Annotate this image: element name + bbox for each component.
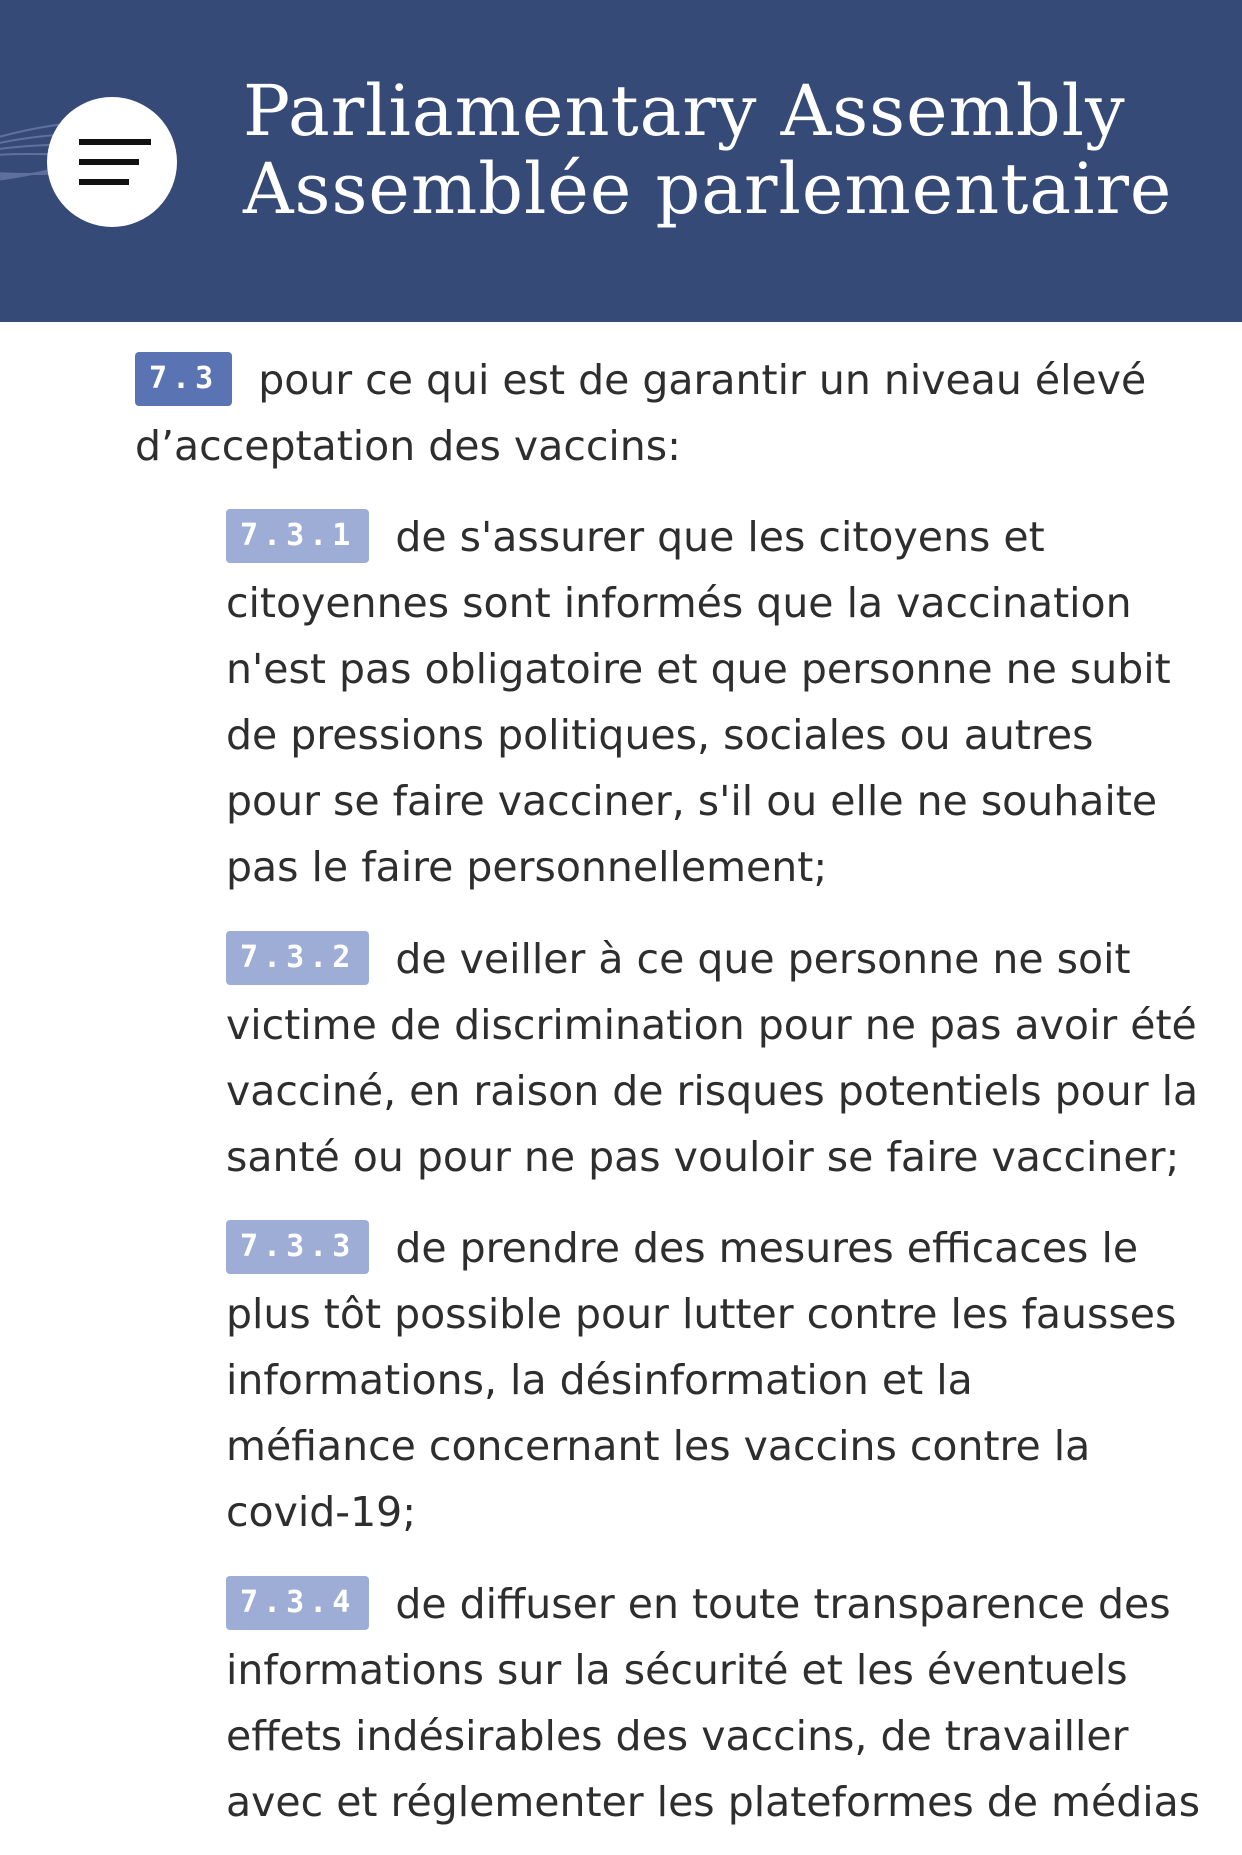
paragraph-text: pour ce qui est de garantir un niveau élevé bbox=[258, 356, 1147, 404]
paragraph-line: plus tôt possible pour lutter contre les fausses bbox=[226, 1290, 1177, 1338]
menu-button[interactable] bbox=[47, 97, 177, 227]
paragraph-line bbox=[226, 926, 1198, 992]
paragraph-7-3-3 bbox=[226, 1215, 1176, 1545]
paragraph-line: informations sur la sécurité et les éventuels bbox=[226, 1646, 1128, 1694]
paragraph-line: effets indésirables des vaccins, de travailler bbox=[226, 1712, 1129, 1760]
site-header bbox=[0, 0, 1242, 322]
paragraph-text: de diffuser en toute transparence des bbox=[395, 1580, 1171, 1628]
paragraph-line: victime de discrimination pour ne pas avoir été bbox=[226, 1001, 1197, 1049]
paragraph-line: méfiance concernant les vaccins contre la bbox=[226, 1422, 1091, 1470]
paragraph-number-tag[interactable]: 7.3.1 bbox=[226, 509, 369, 563]
paragraph-number-tag[interactable]: 7.3.3 bbox=[226, 1220, 369, 1274]
paragraph-number-tag[interactable]: 7.3.4 bbox=[226, 1576, 369, 1630]
site-title bbox=[243, 72, 1172, 228]
paragraph-line: de pressions politiques, sociales ou autres bbox=[226, 711, 1094, 759]
paragraph-line: pour se faire vacciner, s'il ou elle ne souhaite bbox=[226, 777, 1158, 825]
paragraph-line: citoyennes sont informés que la vaccination bbox=[226, 579, 1132, 627]
paragraph-line: n'est pas obligatoire et que personne ne subit bbox=[226, 645, 1171, 693]
paragraph-text: de prendre des mesures efficaces le bbox=[395, 1224, 1139, 1272]
paragraph-7-3-4 bbox=[226, 1571, 1200, 1835]
paragraph-number-tag[interactable]: 7.3.2 bbox=[226, 931, 369, 985]
paragraph-line: santé ou pour ne pas vouloir se faire vacciner; bbox=[226, 1133, 1180, 1181]
paragraph-line: vacciné, en raison de risques potentiels pour la bbox=[226, 1067, 1199, 1115]
paragraph-line: avec et réglementer les plateformes de médias bbox=[226, 1778, 1201, 1826]
paragraph-text: de s'assurer que les citoyens et bbox=[395, 513, 1045, 561]
paragraph-number-tag[interactable]: 7.3 bbox=[135, 352, 232, 406]
paragraph-7-3 bbox=[135, 347, 1146, 479]
paragraph-line: pas le faire personnellement; bbox=[226, 843, 828, 891]
site-title-english: Parliamentary Assembly bbox=[243, 70, 1126, 152]
hamburger-menu-icon bbox=[79, 137, 151, 187]
paragraph-line: d’acceptation des vaccins: bbox=[135, 422, 681, 470]
paragraph-text: de veiller à ce que personne ne soit bbox=[395, 935, 1131, 983]
paragraph-line: informations, la désinformation et la bbox=[226, 1356, 973, 1404]
paragraph-line: covid-19; bbox=[226, 1488, 417, 1536]
site-title-french: Assemblée parlementaire bbox=[243, 148, 1173, 230]
paragraph-7-3-2 bbox=[226, 926, 1198, 1190]
paragraph-line bbox=[226, 1571, 1200, 1637]
paragraph-line bbox=[226, 504, 1171, 570]
paragraph-line bbox=[226, 1215, 1176, 1281]
paragraph-7-3-1 bbox=[226, 504, 1171, 900]
paragraph-line bbox=[135, 347, 1146, 413]
